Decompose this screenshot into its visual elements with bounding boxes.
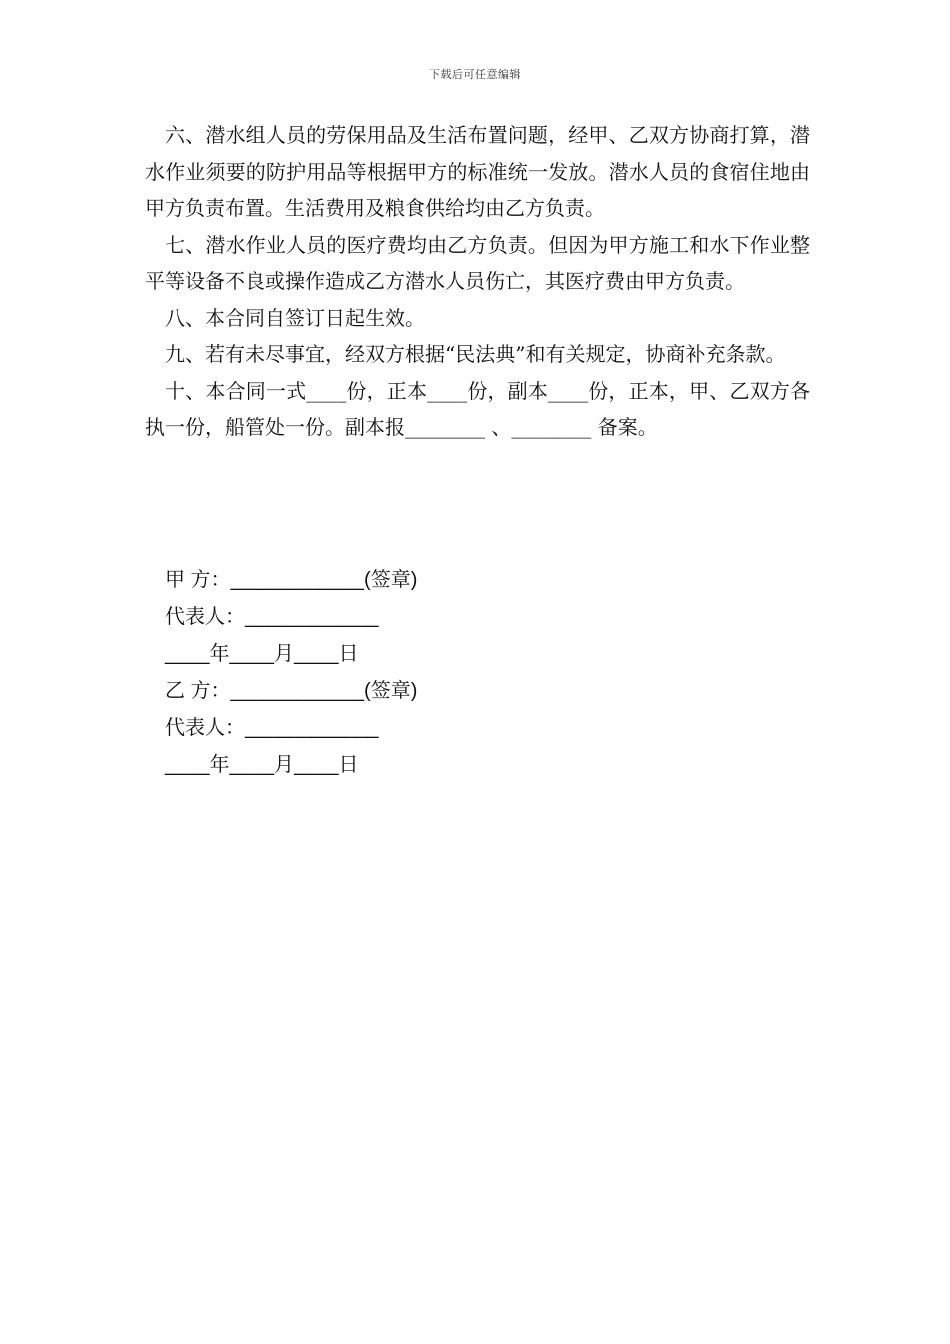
- clause-6: 六、潜水组人员的劳保用品及生活布置问题，经甲、乙双方协商打算，潜水作业须要的防护用品等根据甲方的标准统一发放。潜水人员的食宿住地由甲方负责布置。生活费用及粮食供给均由乙方负责。: [145, 123, 810, 220]
- party-b-representative: 代表人：____________: [165, 717, 379, 739]
- party-a-representative: 代表人：____________: [165, 606, 379, 628]
- party-b-signature-line: 乙 方：____________(签章): [165, 680, 418, 702]
- clause-8: 八、本合同自签订日起生效。: [165, 305, 425, 330]
- header-note: 下载后可任意编辑: [429, 68, 521, 81]
- party-b-date: ____年____月____日: [165, 754, 359, 776]
- party-a-date: ____年____月____日: [165, 643, 359, 665]
- party-a-signature-line: 甲 方：____________(签章): [165, 569, 418, 591]
- clause-7: 七、潜水作业人员的医疗费均由乙方负责。但因为甲方施工和水下作业整平等设备不良或操作造成乙方潜水人员伤亡，其医疗费由甲方负责。: [145, 232, 810, 293]
- contract-body: [145, 117, 810, 446]
- clause-10: 十、本合同一式____份，正本____份，副本____份，正本，甲、乙双方各执一份，船管处一份。副本报________ 、________ 备案。: [145, 378, 810, 439]
- clause-9: 九、若有未尽事宜，经双方根据“民法典”和有关规定，协商补充条款。: [165, 342, 786, 366]
